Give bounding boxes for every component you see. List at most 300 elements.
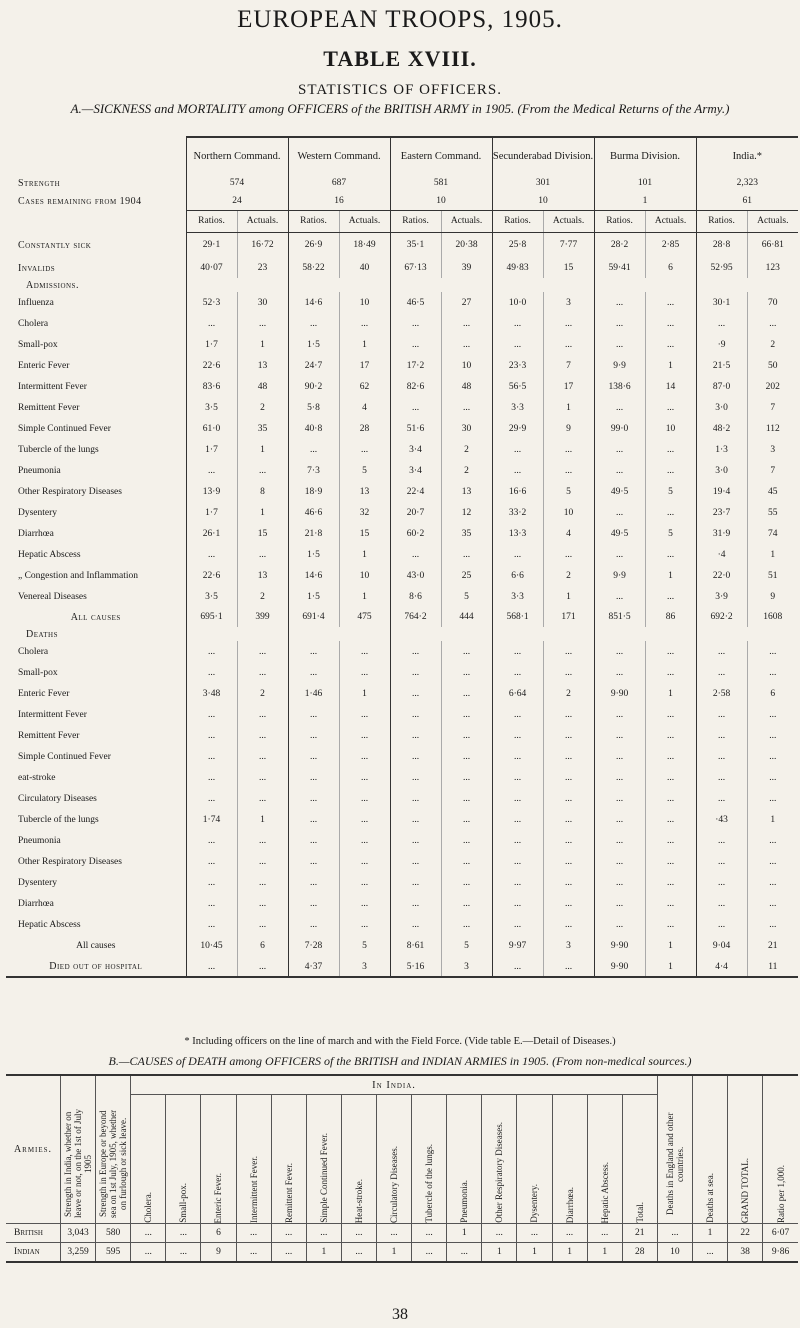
row-label: Invalids <box>18 262 56 274</box>
table-cell: ... <box>339 830 390 851</box>
table-cell: 3 <box>747 439 798 460</box>
table-cell: ... <box>339 767 390 788</box>
row-label: Other Respiratory Diseases <box>18 856 122 867</box>
table-cell: 51 <box>747 565 798 586</box>
page-number: 38 <box>392 1306 408 1323</box>
table-cell: ... <box>390 544 441 565</box>
row-label: Small-pox <box>18 339 58 350</box>
column-header <box>201 1095 236 1224</box>
table-cell: ... <box>390 809 441 830</box>
table-row <box>6 586 798 607</box>
table-cell: ... <box>341 1243 376 1263</box>
table-cell: ... <box>594 439 645 460</box>
ratios-header: Ratios. <box>186 210 237 232</box>
table-cell: ... <box>237 893 288 914</box>
table-cell: ... <box>492 313 543 334</box>
table-cell: 1 <box>447 1224 482 1243</box>
table-cell: ... <box>645 704 696 725</box>
table-cell: 10 <box>492 192 594 210</box>
table-cell: 39 <box>441 258 492 278</box>
empty-cell <box>696 278 747 292</box>
table-cell: 9 <box>543 418 594 439</box>
table-cell: 35 <box>237 418 288 439</box>
table-row <box>6 544 798 565</box>
table-cell: 74 <box>747 523 798 544</box>
table-cell: 6·07 <box>763 1224 798 1243</box>
table-row <box>6 192 798 210</box>
table-cell: 1 <box>339 586 390 607</box>
table-cell: 1·46 <box>288 683 339 704</box>
table-cell: ... <box>594 788 645 809</box>
table-cell: 1·7 <box>186 502 237 523</box>
column-header-text: Pneumonia. <box>459 1180 470 1223</box>
table-cell: ... <box>441 704 492 725</box>
column-header <box>622 1095 657 1224</box>
table-cell: ... <box>339 788 390 809</box>
table-cell: ... <box>645 334 696 355</box>
table-cell: 35·1 <box>390 232 441 258</box>
table-cell: ... <box>645 460 696 481</box>
table-cell: 62 <box>339 376 390 397</box>
table-cell: ... <box>517 1224 552 1243</box>
column-header-text: Strength in India, whether on leave or not, on the 1st of July 1905 <box>63 1109 94 1219</box>
table-cell: ... <box>390 893 441 914</box>
table-cell: ... <box>288 830 339 851</box>
table-cell: ... <box>492 767 543 788</box>
column-header-text: Dysentery. <box>529 1184 540 1223</box>
table-cell: ... <box>594 725 645 746</box>
empty-cell <box>747 627 798 641</box>
column-header-text: Other Respiratory Diseases. <box>494 1122 505 1223</box>
table-cell: 5 <box>441 586 492 607</box>
empty-cell <box>594 627 645 641</box>
table-cell: 16 <box>288 192 390 210</box>
empty-cell <box>186 627 237 641</box>
table-cell: ... <box>594 586 645 607</box>
table-cell: ... <box>645 725 696 746</box>
table-cell: 764·2 <box>390 607 441 627</box>
table-cell: ... <box>492 725 543 746</box>
table-row <box>6 565 798 586</box>
table-cell: ... <box>237 313 288 334</box>
table-cell: ... <box>645 914 696 935</box>
empty-cell <box>237 627 288 641</box>
table-cell: 18·49 <box>339 232 390 258</box>
table-cell: 202 <box>747 376 798 397</box>
table-cell: ... <box>339 809 390 830</box>
table-cell: ... <box>594 460 645 481</box>
table-cell: ... <box>645 872 696 893</box>
table-cell: ... <box>492 830 543 851</box>
column-header-text: Intermittent Fever. <box>248 1156 259 1223</box>
table-cell: 595 <box>96 1243 131 1263</box>
table-cell: ... <box>441 809 492 830</box>
table-cell: ... <box>186 893 237 914</box>
table-row <box>6 292 798 313</box>
table-cell: 574 <box>186 174 288 192</box>
table-cell: 28·2 <box>594 232 645 258</box>
table-cell: ... <box>747 830 798 851</box>
table-cell: 5·8 <box>288 397 339 418</box>
table-cell: ... <box>390 725 441 746</box>
table-cell: ... <box>492 788 543 809</box>
table-cell: ... <box>696 851 747 872</box>
table-cell: 4 <box>339 397 390 418</box>
table-row <box>6 767 798 788</box>
table-row <box>6 683 798 704</box>
table-cell: 50 <box>747 355 798 376</box>
row-label: Diarrhœa <box>18 898 54 909</box>
table-row <box>6 355 798 376</box>
table-cell: 8·6 <box>390 586 441 607</box>
table-row <box>6 418 798 439</box>
column-header <box>412 1095 447 1224</box>
table-cell: 1·7 <box>186 439 237 460</box>
table-cell: 10 <box>390 192 492 210</box>
table-cell: 1 <box>594 192 696 210</box>
table-cell: ... <box>594 662 645 683</box>
table-cell: ... <box>696 872 747 893</box>
table-cell: 22 <box>728 1224 763 1243</box>
table-cell: 7 <box>747 397 798 418</box>
armies-header: Armies. <box>13 1144 53 1155</box>
row-label: Intermittent Fever <box>18 381 87 392</box>
table-cell: ... <box>594 704 645 725</box>
table-cell: ... <box>237 460 288 481</box>
table-cell: 6·6 <box>492 565 543 586</box>
column-header <box>341 1095 376 1224</box>
table-cell: ... <box>594 872 645 893</box>
column-header <box>728 1075 763 1224</box>
row-label: Cases remaining from 1904 <box>18 195 142 207</box>
table-cell: ... <box>441 830 492 851</box>
table-row <box>6 914 798 935</box>
table-cell: 1608 <box>747 607 798 627</box>
table-cell: ... <box>492 544 543 565</box>
table-cell: ... <box>657 1224 692 1243</box>
table-cell: ... <box>288 767 339 788</box>
table-cell: 3·3 <box>492 586 543 607</box>
table-cell: ... <box>747 788 798 809</box>
column-header-text: Remittent Fever. <box>283 1163 294 1223</box>
command-header: Eastern Command. <box>390 137 492 174</box>
table-row <box>6 481 798 502</box>
table-cell: ... <box>594 334 645 355</box>
section-label: Admissions. <box>26 279 79 291</box>
section-label-row <box>6 627 798 641</box>
column-header-text: Simple Continued Fever. <box>318 1133 329 1223</box>
table-cell: 86 <box>645 607 696 627</box>
empty-cell <box>645 278 696 292</box>
table-cell: 28·8 <box>696 232 747 258</box>
empty-cell <box>696 627 747 641</box>
table-cell: ... <box>696 767 747 788</box>
table-cell: 1·5 <box>288 334 339 355</box>
empty-cell <box>747 278 798 292</box>
table-cell: ... <box>492 893 543 914</box>
column-header-text: Deaths in England and other countries. <box>664 1112 685 1216</box>
table-cell: ... <box>594 914 645 935</box>
table-cell: ... <box>237 746 288 767</box>
table-cell: 45 <box>747 481 798 502</box>
table-cell: 17 <box>543 376 594 397</box>
table-cell: 10·0 <box>492 292 543 313</box>
table-cell: 35 <box>441 523 492 544</box>
table-cell: ... <box>543 313 594 334</box>
column-header <box>131 1095 166 1224</box>
table-cell: ·4 <box>696 544 747 565</box>
table-cell: ... <box>492 662 543 683</box>
empty-cell <box>339 627 390 641</box>
table-cell: ... <box>441 914 492 935</box>
row-label: Circulatory Diseases <box>18 793 97 804</box>
table-cell: 1 <box>552 1243 587 1263</box>
table-cell: ... <box>747 662 798 683</box>
table-cell: 5 <box>543 481 594 502</box>
table-cell: 2 <box>441 460 492 481</box>
row-label: Other Respiratory Diseases <box>18 486 122 497</box>
table-cell: 3·0 <box>696 460 747 481</box>
table-cell: ... <box>412 1243 447 1263</box>
column-header-text: Total. <box>634 1202 645 1223</box>
table-cell: ... <box>543 830 594 851</box>
table-row <box>6 439 798 460</box>
table-cell: 1 <box>645 565 696 586</box>
row-label: Tubercle of the lungs <box>18 444 99 455</box>
header-row <box>6 1075 798 1095</box>
table-cell: ... <box>288 788 339 809</box>
column-header-text: Diarrhœa. <box>564 1186 575 1223</box>
column-header <box>61 1075 96 1224</box>
table-cell: ... <box>186 725 237 746</box>
table-cell: ... <box>341 1224 376 1243</box>
actuals-header: Actuals. <box>237 210 288 232</box>
column-header <box>96 1075 131 1224</box>
table-cell: 25 <box>441 565 492 586</box>
table-cell: 1 <box>543 397 594 418</box>
table-cell: ... <box>696 641 747 662</box>
table-cell: 46·6 <box>288 502 339 523</box>
table-cell: 2·85 <box>645 232 696 258</box>
table-cell: ... <box>390 641 441 662</box>
table-cell: ... <box>543 641 594 662</box>
table-cell: ... <box>237 767 288 788</box>
table-cell: ... <box>339 872 390 893</box>
table-cell: 568·1 <box>492 607 543 627</box>
table-cell: ... <box>412 1224 447 1243</box>
table-row <box>6 788 798 809</box>
table-cell: ... <box>186 830 237 851</box>
table-cell: 1 <box>747 809 798 830</box>
table-cell: 1 <box>645 355 696 376</box>
table-cell: ... <box>696 662 747 683</box>
table-cell: ... <box>492 460 543 481</box>
table-cell: ... <box>482 1224 517 1243</box>
table-cell: ... <box>186 767 237 788</box>
table-cell: 12 <box>441 502 492 523</box>
table-cell: ... <box>186 872 237 893</box>
table-cell: 5 <box>339 935 390 957</box>
table-cell: 24·7 <box>288 355 339 376</box>
table-cell: ... <box>543 851 594 872</box>
table-cell: 8 <box>237 481 288 502</box>
table-cell: ... <box>543 914 594 935</box>
table-cell: 83·6 <box>186 376 237 397</box>
table-cell: ... <box>237 544 288 565</box>
table-cell: ... <box>237 704 288 725</box>
row-label: Dysentery <box>18 507 58 518</box>
table-cell: 10 <box>339 292 390 313</box>
column-header <box>376 1095 411 1224</box>
table-cell: ... <box>390 397 441 418</box>
table-cell: ... <box>186 746 237 767</box>
ratios-actuals-header <box>6 210 798 232</box>
table-cell: 1·7 <box>186 334 237 355</box>
table-cell: ... <box>236 1224 271 1243</box>
table-cell: 9·90 <box>594 957 645 977</box>
table-cell: 3,043 <box>61 1224 96 1243</box>
table-cell: 6·64 <box>492 683 543 704</box>
table-cell: 10 <box>339 565 390 586</box>
table-cell: ... <box>594 809 645 830</box>
table-cell: 22·6 <box>186 355 237 376</box>
table-cell: ... <box>390 662 441 683</box>
table-cell: 5 <box>441 935 492 957</box>
table-cell: 15 <box>339 523 390 544</box>
table-cell: 2 <box>543 683 594 704</box>
table-cell: 48·2 <box>696 418 747 439</box>
table-cell: ... <box>747 767 798 788</box>
table-cell: ... <box>441 788 492 809</box>
table-cell: 5·16 <box>390 957 441 977</box>
table-cell: 2 <box>237 397 288 418</box>
command-header: Burma Division. <box>594 137 696 174</box>
table-cell: ... <box>696 914 747 935</box>
table-cell: 20·7 <box>390 502 441 523</box>
table-cell: ... <box>594 767 645 788</box>
table-cell: ... <box>594 292 645 313</box>
empty-cell <box>492 627 543 641</box>
table-cell: 43·0 <box>390 565 441 586</box>
table-cell: 1 <box>645 957 696 977</box>
table-cell: ... <box>645 439 696 460</box>
table-cell: 58·22 <box>288 258 339 278</box>
table-cell: ... <box>543 872 594 893</box>
table-cell: 1 <box>747 544 798 565</box>
table-cell: 40·07 <box>186 258 237 278</box>
table-cell: ... <box>339 893 390 914</box>
ratios-header: Ratios. <box>696 210 747 232</box>
table-cell: 10 <box>645 418 696 439</box>
table-cell: ... <box>492 957 543 977</box>
table-cell: ... <box>288 725 339 746</box>
table-row <box>6 313 798 334</box>
table-cell: ... <box>237 872 288 893</box>
table-cell: ... <box>543 767 594 788</box>
table-cell: 8·61 <box>390 935 441 957</box>
table-cell: 9·90 <box>594 683 645 704</box>
column-header <box>587 1095 622 1224</box>
column-header <box>552 1095 587 1224</box>
row-label: Pneumonia <box>18 835 61 846</box>
table-cell: ... <box>492 704 543 725</box>
table-cell: ... <box>339 746 390 767</box>
table-cell: 1 <box>237 809 288 830</box>
table-cell: 1 <box>306 1243 341 1263</box>
actuals-header: Actuals. <box>747 210 798 232</box>
empty-cell <box>390 627 441 641</box>
table-cell: 17 <box>339 355 390 376</box>
table-cell: 82·6 <box>390 376 441 397</box>
table-row <box>6 376 798 397</box>
table-cell: 3·9 <box>696 586 747 607</box>
column-header-text: Cholera. <box>143 1192 154 1223</box>
table-cell: ... <box>186 460 237 481</box>
table-cell: ... <box>288 746 339 767</box>
table-cell: ... <box>339 641 390 662</box>
table-cell: ... <box>271 1243 306 1263</box>
table-cell: 3·5 <box>186 586 237 607</box>
ratios-header: Ratios. <box>288 210 339 232</box>
table-cell: 25·8 <box>492 232 543 258</box>
table-cell: 51·6 <box>390 418 441 439</box>
table-cell: ... <box>645 830 696 851</box>
table-row <box>6 258 798 278</box>
table-cell: 1 <box>543 586 594 607</box>
ratios-header: Ratios. <box>594 210 645 232</box>
table-cell: ... <box>237 957 288 977</box>
table-cell: 171 <box>543 607 594 627</box>
table-cell: ... <box>543 544 594 565</box>
table-cell: 580 <box>96 1224 131 1243</box>
table-cell: 9·97 <box>492 935 543 957</box>
column-header <box>692 1075 727 1224</box>
empty-cell <box>492 278 543 292</box>
table-cell: ... <box>390 872 441 893</box>
table-title: TABLE XVIII. <box>323 46 477 71</box>
table-cell: 10 <box>657 1243 692 1263</box>
table-cell: 1 <box>237 502 288 523</box>
table-row <box>6 641 798 662</box>
table-cell: 581 <box>390 174 492 192</box>
row-label: Influenza <box>18 297 54 308</box>
table-row <box>6 935 798 957</box>
table-cell: 13 <box>441 481 492 502</box>
table-cell: 692·2 <box>696 607 747 627</box>
table-cell: 16·6 <box>492 481 543 502</box>
table-cell: ... <box>186 788 237 809</box>
table-cell: ... <box>441 544 492 565</box>
table-cell: ... <box>645 851 696 872</box>
table-cell: ... <box>288 809 339 830</box>
table-cell: 66·81 <box>747 232 798 258</box>
table-cell: 9 <box>747 586 798 607</box>
column-header <box>271 1095 306 1224</box>
column-header-text: Strength in Europe or beyond sea on 1st July, 1905, whether on furlough or sick leave. <box>98 1109 129 1219</box>
table-row <box>6 607 798 627</box>
table-cell: 2,323 <box>696 174 798 192</box>
section-b-heading: B.—CAUSES of DEATH among OFFICERS of the BRITISH and INDIAN ARMIES in 1905. (From non-medical sources.) <box>108 1054 692 1068</box>
empty-cell <box>543 278 594 292</box>
table-cell: ... <box>492 334 543 355</box>
empty-cell <box>543 627 594 641</box>
table-cell: ... <box>288 851 339 872</box>
table-cell: ... <box>696 704 747 725</box>
table-cell: ... <box>166 1243 201 1263</box>
table-cell: 10 <box>441 355 492 376</box>
table-cell: 32 <box>339 502 390 523</box>
column-header <box>166 1095 201 1224</box>
